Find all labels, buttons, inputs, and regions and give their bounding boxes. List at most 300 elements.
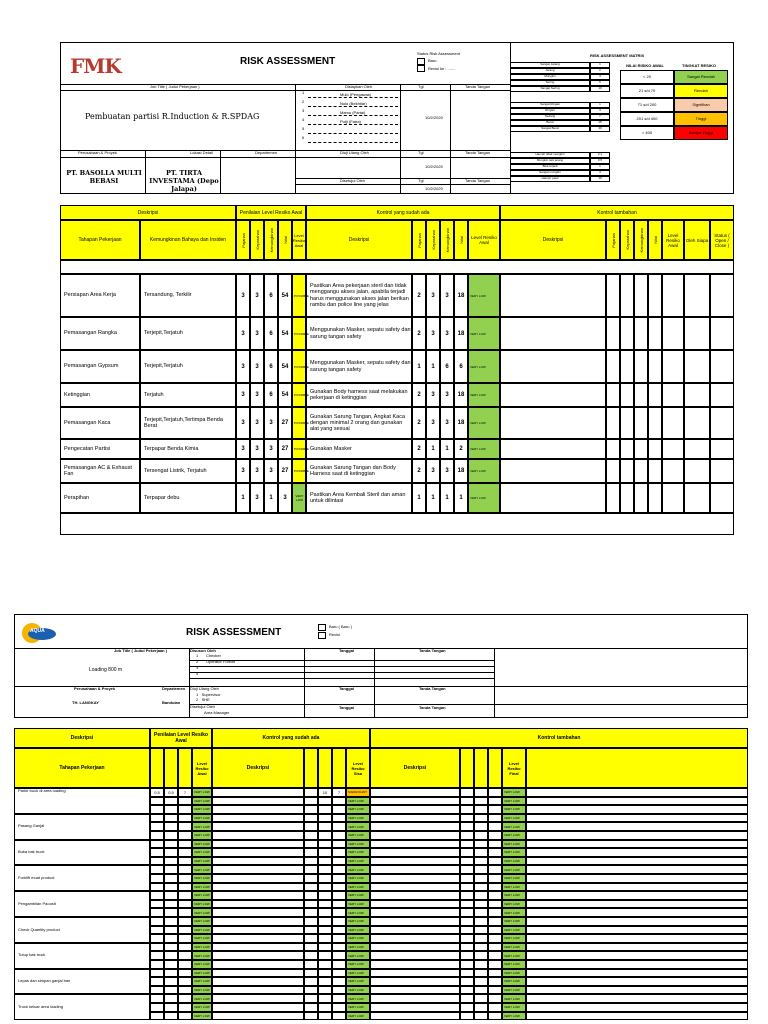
f2-rest [526,840,748,849]
f2-hdr-factor3 [460,748,474,788]
row-empty [662,350,684,383]
f2-rest [526,934,748,943]
matrix-level-name: Tinggi [674,112,728,126]
f2-cell2 [332,865,346,874]
matrix-level-name: Signifikan [674,98,728,112]
row-level2: VERY LOW [468,350,500,383]
hdr2-kemungkinan_s-text: Kemungkinan [444,227,450,253]
date-1: 10/2/2020 [425,115,443,120]
f2-cell2 [318,883,332,892]
f2-cell3 [460,865,474,874]
hdr2-kemungkinan_s [440,220,454,260]
f2-level-final: VERY LOW [502,848,526,857]
f2-cell2 [332,926,346,935]
f2-level-sisa: VERY LOW [346,900,370,909]
row-empty [662,439,684,459]
f2-cell2 [318,917,332,926]
form2-dept-label: Departemen [162,686,186,691]
f2-hdr-factor2 [332,748,346,788]
row-m: 6 [264,383,278,407]
f2-cell2 [332,840,346,849]
f2-cell2 [304,831,318,840]
f2-cell [164,874,178,883]
f2-cell2 [304,951,318,960]
f2-level: VERY LOW [192,900,212,909]
f2-cell3 [474,1003,488,1012]
row-empty [620,439,634,459]
f2-cell [164,840,178,849]
f2-cell [178,977,192,986]
f2-desc3 [370,986,460,995]
row-empty [620,383,634,407]
matrix-level-range: < 20 [620,70,674,84]
form2-tgl-label: Tanggal [339,648,355,653]
f2-cell3 [460,994,474,1003]
form2-job-value: Loading 800 m [89,667,123,673]
f2-cell2 [304,908,318,917]
f2-cell [178,883,192,892]
f2-desc3 [370,848,460,857]
status-box-revisi[interactable] [417,65,425,72]
f2-cell3 [474,805,488,814]
f2-cell [150,960,164,969]
f2-row-tahap: Pengambilan Paoosit [14,891,150,917]
f2-level-sisa: SIGNIFICANT [346,788,370,797]
row-k: 3 [250,383,264,407]
f2-cell3 [474,943,488,952]
f2-cell2 [304,1003,318,1012]
f2-cell [150,831,164,840]
f2-cell3 [474,951,488,960]
row-k2: 1 [426,439,440,459]
form2-name-num: 3 [196,665,199,670]
form2-name-num: 1 [196,653,199,658]
row-tahap: Pengecatan Partisi [60,439,140,459]
f2-rest [526,805,748,814]
f2-rest [526,969,748,978]
f2-cell [178,1003,192,1012]
f2-cell [178,797,192,806]
form2-name-line [190,660,494,661]
f2-rest [526,908,748,917]
row-level: POSSIBLE [292,350,306,383]
row-m2: 3 [440,383,454,407]
f2-cell [150,951,164,960]
f2-cell [150,874,164,883]
f2-level-final: VERY LOW [502,814,526,823]
f2-level: VERY LOW [192,917,212,926]
f2-level-sisa: VERY LOW [346,831,370,840]
f2-cell [178,917,192,926]
f2-cell2 [318,840,332,849]
form2-ttd-label2: Tanda Tangan [419,686,446,691]
row-empty [500,317,606,350]
f2-rest [526,874,748,883]
f2-cell2 [318,848,332,857]
f2-cell2 [332,943,346,952]
f2-rest [526,986,748,995]
row-m2: 3 [440,274,454,317]
row-bahaya: Tersandung, Terkilir [140,274,236,317]
hdr3-nilai-text: Nilai [652,236,658,244]
f2-cell [164,857,178,866]
f2-cell2 [332,986,346,995]
f2-cell [150,900,164,909]
f2-cell [164,891,178,900]
form2-disetujui-label: Disetujui Oleh [190,704,215,709]
f2-cell3 [474,831,488,840]
row-desk: Pastikan Area Kembali Steril dan aman untuk dilintasi [306,483,412,513]
f2-hdr-deskripsi3: Deskripsi [370,748,460,788]
row-empty [710,274,734,317]
row-m: 3 [264,407,278,439]
f2-hdr-level-sisa: Level Resiko Sisa [346,748,370,788]
f2-desc3 [370,857,460,866]
f2-hdr-kontrol-ada: Kontrol yang sudah ada [212,728,370,748]
hdr3-pajanan-text: Pajanan [610,232,616,248]
matrix-value: 1 [590,164,610,170]
row-empty [634,459,648,483]
f2-level-final: VERY LOW [502,840,526,849]
f2-cell3 [474,840,488,849]
f2-level-sisa: VERY LOW [346,986,370,995]
f2-desc [212,986,304,995]
row-n: 27 [278,459,292,483]
f2-cell3 [488,857,502,866]
f2-cell [164,908,178,917]
f2-level: VERY LOW [192,934,212,943]
row-m2: 6 [440,350,454,383]
row-empty [620,317,634,350]
spacer-row [60,260,734,274]
f2-cell2 [318,986,332,995]
f2-hdr-factor2 [304,748,318,788]
row-empty [620,274,634,317]
f2-row-tahap: Pasang Ganjal [14,814,150,840]
f2-cell3 [460,986,474,995]
f2-desc [212,994,304,1003]
f2-cell3 [460,908,474,917]
f2-level-final: VERY LOW [502,805,526,814]
row-empty [634,383,648,407]
f2-cell [164,917,178,926]
f2-cell2 [318,926,332,935]
f2-cell2 [332,891,346,900]
row-m: 6 [264,317,278,350]
f2-cell3 [460,840,474,849]
hdr-level: Level Resiko Awal [292,220,306,260]
f2-rest [526,788,748,797]
row-level: VERY LOW [292,483,306,513]
f2-level: VERY LOW [192,865,212,874]
f2-cell [178,874,192,883]
form2-name-num: 2 [196,659,199,664]
f2-cell2 [304,900,318,909]
row-empty [684,274,710,317]
f2-cell2 [318,857,332,866]
row-m2: 3 [440,459,454,483]
row-tahap: Pemasangan Gypsum [60,350,140,383]
f2-cell2 [318,797,332,806]
f2-cell3 [488,986,502,995]
f2-cell [150,1012,164,1021]
f2-level-final: VERY LOW [502,969,526,978]
row-empty [684,317,710,350]
f2-desc [212,891,304,900]
f2-cell3 [488,788,502,797]
form2-tgl-label2: Tanggal [339,686,355,691]
f2-cell2 [304,1012,318,1021]
row-p: 1 [236,483,250,513]
f2-cell3 [460,951,474,960]
f2-rest [526,900,748,909]
f2-level-final: VERY LOW [502,857,526,866]
f2-cell [178,934,192,943]
row-desk: Gunakan Sarung Tangan dan Body Harness saat di ketinggian [306,459,412,483]
f2-level-sisa: VERY LOW [346,840,370,849]
f2-rest [526,1003,748,1012]
matrix-label: Berat [510,120,590,126]
f2-desc [212,1003,304,1012]
f2-level-final: VERY LOW [502,943,526,952]
row-empty [684,483,710,513]
f2-level-final: VERY LOW [502,822,526,831]
row-k2: 3 [426,459,440,483]
f2-cell [164,797,178,806]
f2-level-sisa: VERY LOW [346,857,370,866]
hdr3-oleh: Oleh Siapa [684,220,710,260]
f2-cell2 [304,814,318,823]
disusun-name: Putji (Fatra) [340,119,361,124]
f2-cell3 [460,960,474,969]
f2-cell2 [318,969,332,978]
f2-cell3 [474,865,488,874]
f2-desc [212,857,304,866]
row-p2: 1 [412,350,426,383]
status-heading: Status Risk Assessment [417,51,460,56]
row-n: 27 [278,439,292,459]
matrix-value: 1 [590,62,610,68]
row-empty [606,350,620,383]
row-bahaya: Terpapar debu [140,483,236,513]
f2-hdr-factor [150,748,164,788]
hdr2-keparahan [426,220,440,260]
status-box-baru[interactable] [417,58,425,65]
f2-cell3 [488,969,502,978]
f2-cell2 [332,857,346,866]
f2-level-final: VERY LOW [502,994,526,1003]
row-desk: Menggunakan Masker, sepatu safety dan sarung tangan safety [306,317,412,350]
f2-level-final: VERY LOW [502,1003,526,1012]
row-n2: 18 [454,407,468,439]
form2-risk-table [14,728,748,1024]
f2-cell3 [474,977,488,986]
row-level2: VERY LOW [468,439,500,459]
row-empty [634,274,648,317]
row-k2: 3 [426,317,440,350]
hdr3-status: Status ( Open / Close ) [710,220,734,260]
form2-diuji-1: 1 Supervisor [196,692,221,697]
f2-cell2 [318,891,332,900]
matrix-label: Sangat Sering [510,86,590,92]
f2-hdr-deskripsi2: Deskripsi [212,748,304,788]
row-empty [684,459,710,483]
matrix-label: Sangat Berat [510,126,590,132]
f2-desc [212,831,304,840]
f2-cell3 [474,797,488,806]
f2-cell [164,831,178,840]
f2-level: VERY LOW [192,857,212,866]
f2-cell2 [318,900,332,909]
matrix-level-range: 71 s/d 200 [620,98,674,112]
f2-rest [526,917,748,926]
f2-level: VERY LOW [192,994,212,1003]
row-n2: 18 [454,383,468,407]
f2-desc3 [370,951,460,960]
f2-level-sisa: VERY LOW [346,822,370,831]
f2-level-final: VERY LOW [502,883,526,892]
f2-cell [150,969,164,978]
row-k: 3 [250,350,264,383]
f2-cell [164,977,178,986]
f2-cell [178,857,192,866]
f2-rest [526,943,748,952]
disusun-num: 1 [302,90,305,95]
f2-level-final: VERY LOW [502,960,526,969]
f2-cell [178,969,192,978]
row-empty [634,350,648,383]
f2-cell3 [460,891,474,900]
f2-desc3 [370,1003,460,1012]
f2-cell3 [474,934,488,943]
f2-cell2 [304,840,318,849]
form2-name-line [190,678,494,679]
form2-diuji-2: 2 SHE [196,697,210,702]
f2-cell [150,908,164,917]
f2-desc3 [370,969,460,978]
hdr3-keparahan-text: Keparahan [624,230,630,250]
f2-cell [164,934,178,943]
f2-level: VERY LOW [192,840,212,849]
row-empty [710,483,734,513]
hdr2-nilai-text: Nilai [458,236,464,244]
disusun-line [308,133,398,134]
f2-desc3 [370,977,460,986]
f2-desc [212,865,304,874]
f2-level: VERY LOW [192,908,212,917]
form2-name: Checker [206,653,221,658]
matrix-value: 7 [590,114,610,120]
job-title-value: Pembuatan partisi R.Induction & R.SPDAG [85,112,260,121]
f2-desc3 [370,908,460,917]
status-baru-label: Baru [428,58,437,63]
row-bahaya: Terjepit,Terjatuh [140,350,236,383]
f2-cell3 [460,977,474,986]
f2-cell3 [460,874,474,883]
f2-cell2 [332,805,346,814]
f2-level-sisa: VERY LOW [346,874,370,883]
row-n: 54 [278,317,292,350]
matrix-label: Hampir pasti [510,176,590,182]
hdr-pajanan-text: Pajanan [240,232,246,248]
matrix-label: Mungkin tapi jarang [510,158,590,164]
perusahaan-value: PT. BASOLLA MULTI BEBASI [66,169,142,185]
row-level2: VERY LOW [468,383,500,407]
f2-desc3 [370,822,460,831]
f2-cell [178,865,192,874]
f2-cell3 [488,900,502,909]
f2-cell [164,883,178,892]
row-tahap: Persiapan Area Kerja [60,274,140,317]
disusun-label: Disiapkan Oleh [345,84,373,89]
row-n: 3 [278,483,292,513]
f2-rest [526,1012,748,1021]
f2-level-final: VERY LOW [502,874,526,883]
row-empty [500,439,606,459]
hdr2-keparahan-text: Keparahan [430,230,436,250]
f2-desc [212,1012,304,1021]
row-k: 3 [250,483,264,513]
f2-rest [526,994,748,1003]
hdr-keparahan [250,220,264,260]
tgl-label: Tgl [418,84,424,89]
f2-cell3 [460,917,474,926]
hdr-kemungkinan: Kemungkinan Bahaya dan Insiden [140,220,236,260]
f2-rest [526,857,748,866]
row-p2: 2 [412,383,426,407]
row-k2: 1 [426,483,440,513]
f2-desc3 [370,805,460,814]
f2-rest [526,977,748,986]
f2-cell2 [332,848,346,857]
f2-cell [178,951,192,960]
f2-desc [212,977,304,986]
f2-desc [212,814,304,823]
f2-hdr-rest [526,748,748,788]
form2-box-revisi[interactable] [318,632,326,639]
f2-cell2 [332,831,346,840]
row-m2: 1 [440,483,454,513]
row-p2: 2 [412,439,426,459]
matrix-value: 1 [590,102,610,108]
row-m2: 1 [440,439,454,459]
f2-level-sisa: VERY LOW [346,883,370,892]
row-n: 54 [278,383,292,407]
f2-desc [212,848,304,857]
f2-cell [178,840,192,849]
row-desk: Pastikan Area pekerjaan steril dan tidak menggangu akses jalan, apabila terjadi harus menggunakan akses jalan berikan rambu dan police line yang jelas [306,274,412,317]
f2-rest [526,883,748,892]
ttd-label-2: Tanda Tangan [465,150,491,155]
row-k: 3 [250,407,264,439]
f2-cell [150,934,164,943]
f2-desc3 [370,934,460,943]
matrix-level-range: 201 s/d 400 [620,112,674,126]
f2-level: VERY LOW [192,986,212,995]
f2-level-final: VERY LOW [502,1012,526,1021]
f2-cell2 [304,805,318,814]
f2-cell3 [460,1012,474,1021]
row-empty [710,383,734,407]
f2-level-final: VERY LOW [502,926,526,935]
row-p: 3 [236,407,250,439]
form2-box-baru[interactable] [318,624,326,631]
f2-desc3 [370,797,460,806]
f2-level-final: VERY LOW [502,977,526,986]
row-tahap: Pemasangan Rangka [60,317,140,350]
f2-desc [212,822,304,831]
f2-desc [212,840,304,849]
